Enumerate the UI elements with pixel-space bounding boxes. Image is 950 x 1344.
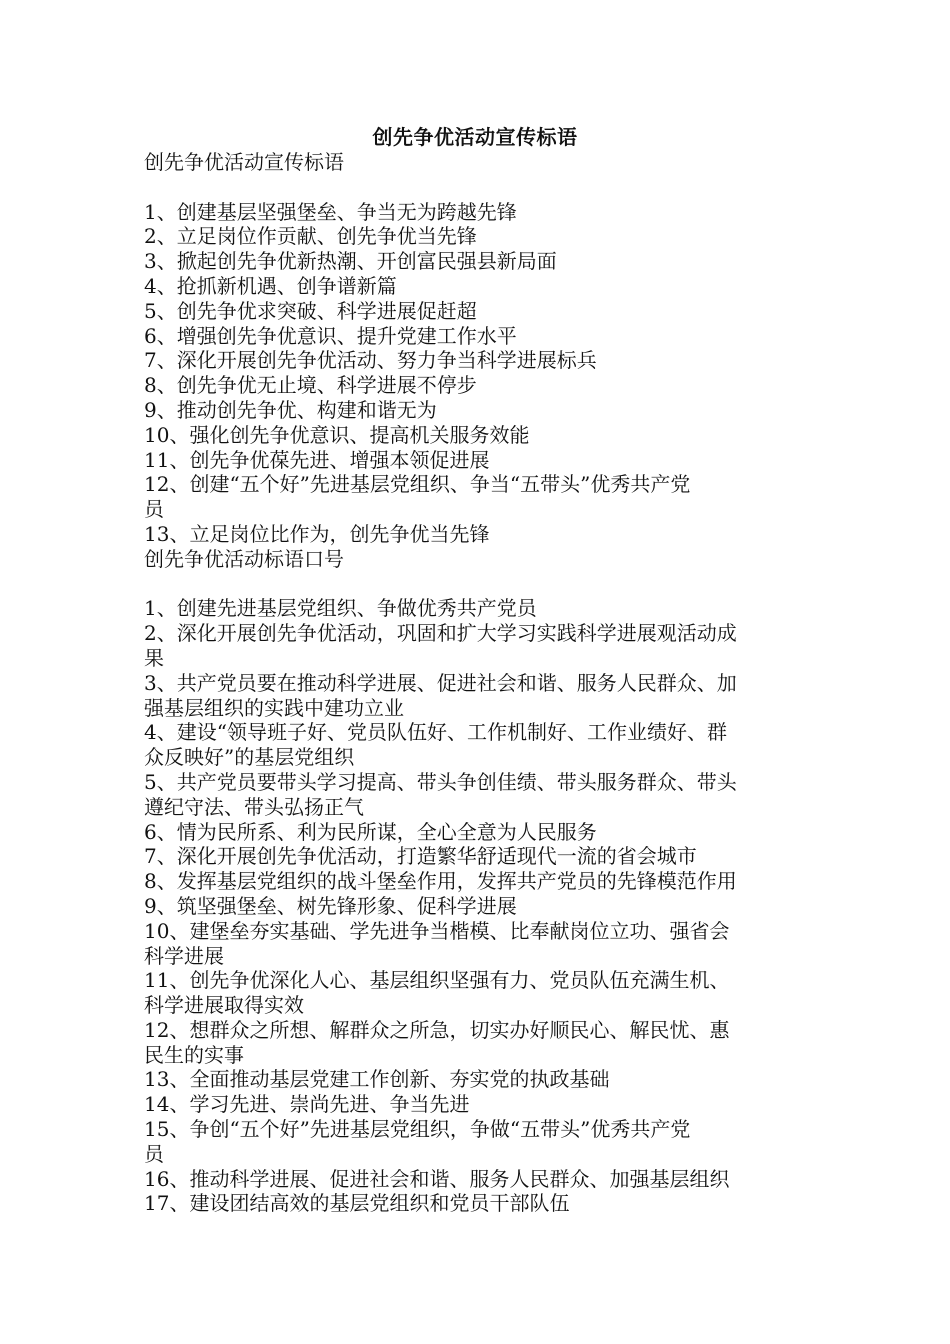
list-item	[144, 448, 809, 473]
list-item	[144, 1191, 809, 1216]
list-item	[144, 621, 809, 671]
section-heading-slogans: 创先争优活动宣传标语	[144, 150, 344, 174]
document-body	[144, 150, 809, 1216]
list-item	[144, 820, 809, 845]
list-item	[144, 472, 809, 522]
list-item	[144, 720, 809, 770]
list-item-line: 13、全面推动基层党建工作创新、夯实党的执政基础	[144, 1067, 610, 1092]
list-item-line: 2、深化开展创先争优活动，巩固和扩大学习实践科学进展观活动成	[144, 621, 737, 646]
list-item-line: 10、建堡垒夯实基础、学先进争当楷模、比奉献岗位立功、强省会	[144, 918, 730, 943]
list-item-line: 13、立足岗位比作为，创先争优当先锋	[144, 521, 490, 546]
list-item-line: 10、强化创先争优意识、提高机关服务效能	[144, 422, 530, 447]
section-heading-slogans-catchphrases: 创先争优活动标语口号	[144, 546, 344, 571]
list-item	[144, 1092, 809, 1117]
list-item-line: 果	[144, 645, 164, 670]
list-item-line: 14、学习先进、崇尚先进、争当先进	[144, 1092, 470, 1117]
list-item	[144, 200, 809, 225]
list-item-line: 12、想群众之所想、解群众之所急，切实办好顺民心、解民忧、惠	[144, 1017, 730, 1042]
list-item-line: 员	[144, 1141, 164, 1166]
list-item	[144, 299, 809, 324]
list-item-line: 17、建设团结高效的基层党组织和党员干部队伍	[144, 1191, 570, 1216]
list-item-line: 8、创先争优无止境、科学进展不停步	[144, 373, 477, 398]
list-item-line: 7、深化开展创先争优活动，打造繁华舒适现代一流的省会城市	[144, 844, 697, 869]
list-item-line: 7、深化开展创先争优活动、努力争当科学进展标兵	[144, 348, 597, 373]
list-item	[144, 373, 809, 398]
list-item	[144, 1117, 809, 1167]
list-item	[144, 1167, 809, 1192]
list-item-line: 1、创建基层坚强堡垒、争当无为跨越先锋	[144, 199, 517, 224]
list-item-line: 5、创先争优求突破、科学进展促赶超	[144, 298, 477, 323]
list-item	[144, 324, 809, 349]
list-item	[144, 844, 809, 869]
list-item-line: 12、创建“五个好”先进基层党组织、争当“五带头”优秀共产党	[144, 472, 691, 497]
blank-line	[144, 175, 809, 200]
list-item-line: 15、争创“五个好”先进基层党组织，争做“五带头”优秀共产党	[144, 1117, 691, 1142]
slogan-list-1	[144, 200, 809, 547]
blank-line	[144, 572, 809, 597]
list-item-line: 9、筑坚强堡垒、树先锋形象、促科学进展	[144, 893, 517, 918]
list-item-line: 众反映好”的基层党组织	[144, 745, 355, 770]
list-item-line: 员	[144, 497, 164, 522]
list-item-line: 11、创先争优葆先进、增强本领促进展	[144, 447, 490, 472]
list-item-line: 6、情为民所系、利为民所谋，全心全意为人民服务	[144, 819, 597, 844]
list-item	[144, 894, 809, 919]
list-item	[144, 1067, 809, 1092]
list-item	[144, 770, 809, 820]
list-item	[144, 423, 809, 448]
list-item	[144, 522, 809, 547]
document-title: 创先争优活动宣传标语	[372, 125, 578, 149]
list-item	[144, 1018, 809, 1068]
list-item-line: 民生的实事	[144, 1042, 244, 1067]
list-item-line: 9、推动创先争优、构建和谐无为	[144, 397, 437, 422]
list-item-line: 11、创先争优深化人心、基层组织坚强有力、党员队伍充满生机、	[144, 968, 730, 993]
list-item-line: 6、增强创先争优意识、提升党建工作水平	[144, 323, 517, 348]
list-item	[144, 671, 809, 721]
list-item	[144, 968, 809, 1018]
list-item-line: 科学进展	[144, 943, 224, 968]
list-item	[144, 274, 809, 299]
list-item-line: 3、共产党员要在推动科学进展、促进社会和谐、服务人民群众、加	[144, 670, 737, 695]
list-item-line: 5、共产党员要带头学习提高、带头争创佳绩、带头服务群众、带头	[144, 769, 737, 794]
list-item-line: 强基层组织的实践中建功立业	[144, 695, 404, 720]
list-item-line: 2、立足岗位作贡献、创先争优当先锋	[144, 224, 477, 249]
list-item-line: 科学进展取得实效	[144, 993, 304, 1018]
list-item-line: 4、建设“领导班子好、党员队伍好、工作机制好、工作业绩好、群	[144, 720, 727, 745]
list-item-line: 遵纪守法、带头弘扬正气	[144, 794, 364, 819]
list-item	[144, 869, 809, 894]
list-item-line: 4、抢抓新机遇、创争谱新篇	[144, 273, 397, 298]
slogan-list-2	[144, 596, 809, 1216]
list-item	[144, 348, 809, 373]
list-item-line: 8、发挥基层党组织的战斗堡垒作用，发挥共产党员的先锋模范作用	[144, 869, 737, 894]
list-item	[144, 249, 809, 274]
list-item-line: 3、掀起创先争优新热潮、开创富民强县新局面	[144, 249, 557, 274]
list-item	[144, 596, 809, 621]
list-item-line: 1、创建先进基层党组织、争做优秀共产党员	[144, 596, 537, 621]
list-item	[144, 224, 809, 249]
list-item	[144, 398, 809, 423]
list-item-line: 16、推动科学进展、促进社会和谐、服务人民群众、加强基层组织	[144, 1166, 730, 1191]
list-item	[144, 919, 809, 969]
